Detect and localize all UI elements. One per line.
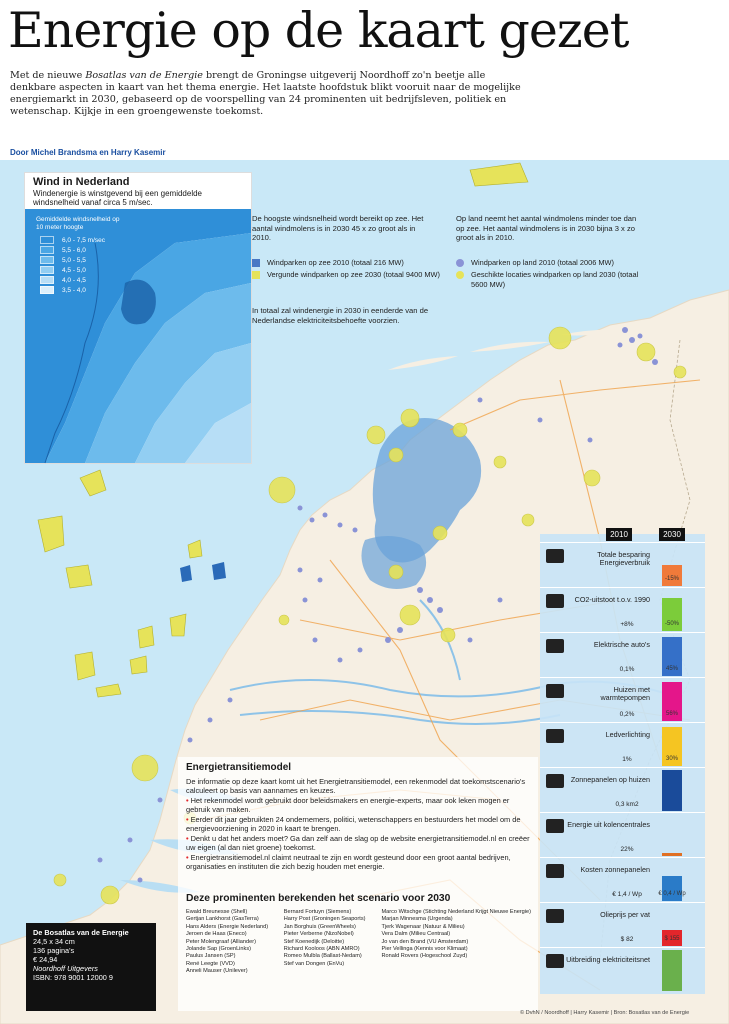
prominents-column <box>284 909 376 976</box>
value-2010: 22% <box>620 846 634 853</box>
map-legend-label: Vergunde windparken op zee 2030 (totaal 9400 MW) <box>267 270 440 279</box>
factory-icon <box>546 819 564 833</box>
credit-line: © DvhN / Noordhoff | Harry Kasemir | Bron: Bosatlas van de Energie <box>520 1010 690 1016</box>
model-paragraph-intro: De informatie op deze kaart komt uit het Energietransitiemodel, een rekenmodel dat toekomstscenario's calculeert op basis van aannames en keuzes. <box>186 777 526 795</box>
wind-legend-title: Gemiddelde windsnelheid op 10 meter hoogte <box>36 216 120 231</box>
wind-legend-item <box>40 265 126 275</box>
value-2010: +8% <box>620 621 634 628</box>
infographic-label: Elektrische auto's <box>593 640 650 649</box>
prominent-name: Jo van den Brand (VU Amsterdam) <box>381 938 469 945</box>
prominent-name: Peter Molengraaf (Alliander) <box>186 938 256 945</box>
value-2010: 0,3 km2 <box>615 801 639 808</box>
wind-legend-label: 3,5 - 4,0 <box>62 286 86 294</box>
wind-legend-swatch <box>40 246 54 254</box>
wind-legend-item <box>40 235 126 245</box>
infographic-label: Totale besparing Energieverbruik <box>597 550 650 567</box>
prominent-name: Ronald Rovers (Hogeschool Zuyd) <box>381 953 468 960</box>
wind-legend-item <box>40 275 126 285</box>
sea-legend <box>252 258 442 282</box>
prominent-name: Jan Borghuis (GreenWheels) <box>283 923 356 930</box>
oil-drop-icon <box>546 909 564 923</box>
bar-2030 <box>662 876 682 901</box>
model-title: Energietransitiemodel <box>186 762 292 773</box>
land-note: Op land neemt het aantal windmolens minder toe dan op zee. Het aantal windmolens is in 2030 bijna 3 x zo groot als in 2010. <box>456 214 637 242</box>
infographic-label: CO2-uitstoot t.o.v. 1990 <box>574 595 650 604</box>
sea-footnote: In totaal zal windenergie in 2030 in eenderde van de Nederlandse elektriciteitsbehoefte voorzien. <box>252 306 429 325</box>
wind-legend-item <box>40 245 126 255</box>
infographic-row <box>540 812 705 857</box>
solar-roof-icon <box>546 774 564 788</box>
infographic-row <box>540 587 705 632</box>
year-label-2010: 2010 <box>606 528 632 541</box>
wind-legend-swatch <box>40 266 54 274</box>
wind-legend-label: 4,0 - 4,5 <box>62 276 86 284</box>
prominents-list <box>186 909 531 976</box>
model-bullet-text: Denkt u dat het anders moet? Ga dan zelf aan de slag op de website energietransitiemodel.nl en creëer uw eigen (al dan niet groene) toekomst. <box>186 834 530 852</box>
prominent-name: Pier Vellinga (Kennis voor Klimaat) <box>381 946 468 953</box>
intro-text <box>10 70 530 118</box>
infographic-label: Kosten zonnepanelen <box>580 865 650 874</box>
infographic-row <box>540 542 705 587</box>
car-icon <box>546 639 564 653</box>
prominents-column <box>381 909 531 976</box>
prominent-name: René Leegte (VVD) <box>186 960 235 967</box>
prominent-name: Anneli Mauser (Unilever) <box>186 968 248 975</box>
land-legend <box>456 258 656 292</box>
model-bullet: • Eerder dit jaar gebruikten 24 ondernemers, politici, wetenschappers en bestuurders het model om de energievoorziening in 2020 in kaart te brengen. <box>186 815 521 833</box>
wind-subtitle: Windenergie is winstgevend bij een gemiddelde windsnelheid vanaf circa 5 m/sec. <box>33 189 202 207</box>
book-publisher: Noordhoff Uitgevers <box>33 964 98 973</box>
bar-2030 <box>662 950 682 991</box>
value-2010: 0,1% <box>619 666 635 673</box>
value-2030: -15% <box>664 576 679 582</box>
map-legend-swatch <box>456 271 464 279</box>
wind-legend-item <box>40 285 126 295</box>
map-legend-swatch <box>252 259 260 267</box>
intro-after: brengt de Groningse uitgeverij Noordhoff zo'n beetje alle denkbare aspecten in kaart van het thema energie. Het laatste hoofdstuk blikt vooruit naar de mogelijke energiemarkt in 2030, gebaseerd op de voorspelling van 24 prominenten uit bedrijfsleven, politiek en wetenschap. Kijkje in een groengewenste toekomst. <box>10 70 521 117</box>
infographic-row <box>540 947 705 992</box>
infographic-row <box>540 767 705 812</box>
model-bullet-text: Het rekenmodel wordt gebruikt door beleidsmakers en energie-experts, maar ook leken mogen er gebruik van maken. <box>186 796 510 814</box>
prominent-name: Marco Witschge (Stichting Nederland Krijgt Nieuwe Energie) <box>381 909 532 915</box>
infographic-label: Huizen met warmtepompen <box>600 685 650 702</box>
wind-title: Wind in Nederland <box>33 176 130 188</box>
infographic-label: Uitbreiding elektriciteitsnet <box>566 955 650 964</box>
prominent-name: Tjerk Wagenaar (Natuur & Milieu) <box>381 923 465 930</box>
byline: Door Michel Brandsma en Harry Kasemir <box>10 148 166 157</box>
co2-icon <box>546 594 564 608</box>
prominent-name: Jolande Sap (GroenLinks) <box>186 946 251 953</box>
prominent-name: Paulus Jansen (SP) <box>186 953 236 960</box>
prominent-name: Hans Alders (Energie Nederland) <box>186 923 269 930</box>
prominent-name: Marjan Minnesma (Urgenda) <box>381 916 453 923</box>
solar-panel-icon <box>546 864 564 878</box>
map-legend-item <box>252 270 442 280</box>
book-isbn: ISBN: 978 9001 12000 9 <box>33 973 113 982</box>
book-price: € 24,94 <box>33 955 58 964</box>
prominent-name: Romeo Mulbla (Ballast-Nedam) <box>283 953 362 960</box>
value-2030: $ 155 <box>664 936 680 942</box>
prominent-name: Pieter Verberne (NizoNobel) <box>283 931 354 938</box>
house-icon <box>546 549 564 563</box>
value-2030: € 0,4 / Wp <box>658 891 686 897</box>
intro-book-name: Bosatlas van de Energie <box>85 70 203 81</box>
map-legend-label: Geschikte locaties windparken op land 2030 (totaal 5600 MW) <box>471 270 639 289</box>
book-size: 24,5 x 34 cm <box>33 937 75 946</box>
bar-2030 <box>662 853 682 856</box>
prominent-name: Richard Kooloos (ABN AMRO) <box>283 946 360 953</box>
infographic-row <box>540 857 705 902</box>
book-pages: 136 pagina's <box>33 946 75 955</box>
page-title: Energie op de kaart gezet <box>8 2 629 59</box>
infographic-row <box>540 902 705 947</box>
model-bullet: • Denkt u dat het anders moet? Ga dan zelf aan de slag op de website energietransitiemodel.nl en creëer uw eigen (al dan niet groene) toekomst. <box>186 834 530 852</box>
prominents-column <box>186 909 278 976</box>
value-2030: 56% <box>665 711 678 717</box>
book-info <box>26 923 156 1011</box>
value-2030: 30% <box>665 756 678 762</box>
value-2010: 0,2% <box>619 711 635 718</box>
book-title: De Bosatlas van de Energie <box>33 928 129 937</box>
map-legend-item <box>456 258 656 268</box>
model-bullet: • Het rekenmodel wordt gebruikt door beleidsmakers en energie-experts, maar ook leken mogen er gebruik van maken. <box>186 796 510 814</box>
map-legend-swatch <box>252 271 260 279</box>
infographic-label: Olieprijs per vat <box>600 910 650 919</box>
prominent-name: Harry Post (Groningen Seaports) <box>283 916 366 923</box>
wind-legend-swatch <box>40 236 54 244</box>
value-2030: 45% <box>665 666 678 672</box>
wind-legend-label: 4,5 - 5,0 <box>62 266 86 274</box>
wind-legend-item <box>40 255 126 265</box>
value-2010: $ 82 <box>620 936 634 943</box>
prominent-name: Stef Koenedijk (Deloitte) <box>283 938 345 945</box>
prominents-title: Deze prominenten berekenden het scenario voor 2030 <box>186 893 451 904</box>
value-2010: € 1,4 / Wp <box>612 891 642 898</box>
map-legend-swatch <box>456 259 464 267</box>
wind-legend-swatch <box>40 276 54 284</box>
map-legend-item <box>252 258 442 268</box>
infographic-row <box>540 722 705 767</box>
wind-legend-swatch <box>40 256 54 264</box>
infographic-label: Energie uit kolencentrales <box>567 820 650 829</box>
wind-legend-label: 6,0 - 7,5 m/sec <box>62 236 105 244</box>
grid-icon <box>546 954 564 968</box>
year-label-2030: 2030 <box>659 528 685 541</box>
prominent-name: Gertjan Lankhorst (GasTerra) <box>186 916 259 923</box>
led-icon <box>546 729 564 743</box>
prominent-name: Bernard Fortuyn (Siemens) <box>283 909 352 915</box>
map-legend-label: Windparken op land 2010 (totaal 2006 MW) <box>471 258 614 267</box>
prominent-name: Vera Dalm (Milieu Centraal) <box>381 931 451 938</box>
prominent-name: Ewald Breunesse (Shell) <box>186 909 248 915</box>
prominent-name: Jeroen de Haas (Eneco) <box>186 931 247 938</box>
bar-2030 <box>662 770 682 811</box>
sea-note: De hoogste windsnelheid wordt bereikt op zee. Het aantal windmolens is in 2030 45 x zo groot als in 2010. <box>252 214 424 242</box>
wind-legend <box>36 216 126 295</box>
model-bullet-text: Eerder dit jaar gebruikten 24 ondernemers, politici, wetenschappers en bestuurders het model om de energievoorziening in 2020 in kaart te brengen. <box>186 815 521 833</box>
infographic-label: Ledverlichting <box>605 730 650 739</box>
heatpump-icon <box>546 684 564 698</box>
wind-legend-label: 5,0 - 5,5 <box>62 256 86 264</box>
value-2030: -50% <box>664 621 679 627</box>
value-2010: 1% <box>622 756 632 763</box>
infographic-row <box>540 632 705 677</box>
map-legend-item <box>456 270 656 290</box>
wind-legend-swatch <box>40 286 54 294</box>
wind-legend-label: 5,5 - 6,0 <box>62 246 86 254</box>
intro-before: Met de nieuwe <box>10 70 86 81</box>
infographic-row <box>540 677 705 722</box>
model-body <box>186 777 531 872</box>
model-bullet-text: Energietransitiemodel.nl claimt neutraal te zijn en wordt gesteund door een groot aantal bedrijven, organisaties en instituten die zich bezig houden met energie. <box>186 853 511 871</box>
prominent-name: Stef van Dongen (EnVu) <box>283 960 345 967</box>
infographic-label: Zonnepanelen op huizen <box>570 775 650 784</box>
map-legend-label: Windparken op zee 2010 (totaal 216 MW) <box>267 258 404 267</box>
model-bullet: • Energietransitiemodel.nl claimt neutraal te zijn en wordt gesteund door een groot aantal bedrijven, organisaties en instituten die zich bezig houden met energie. <box>186 853 511 871</box>
